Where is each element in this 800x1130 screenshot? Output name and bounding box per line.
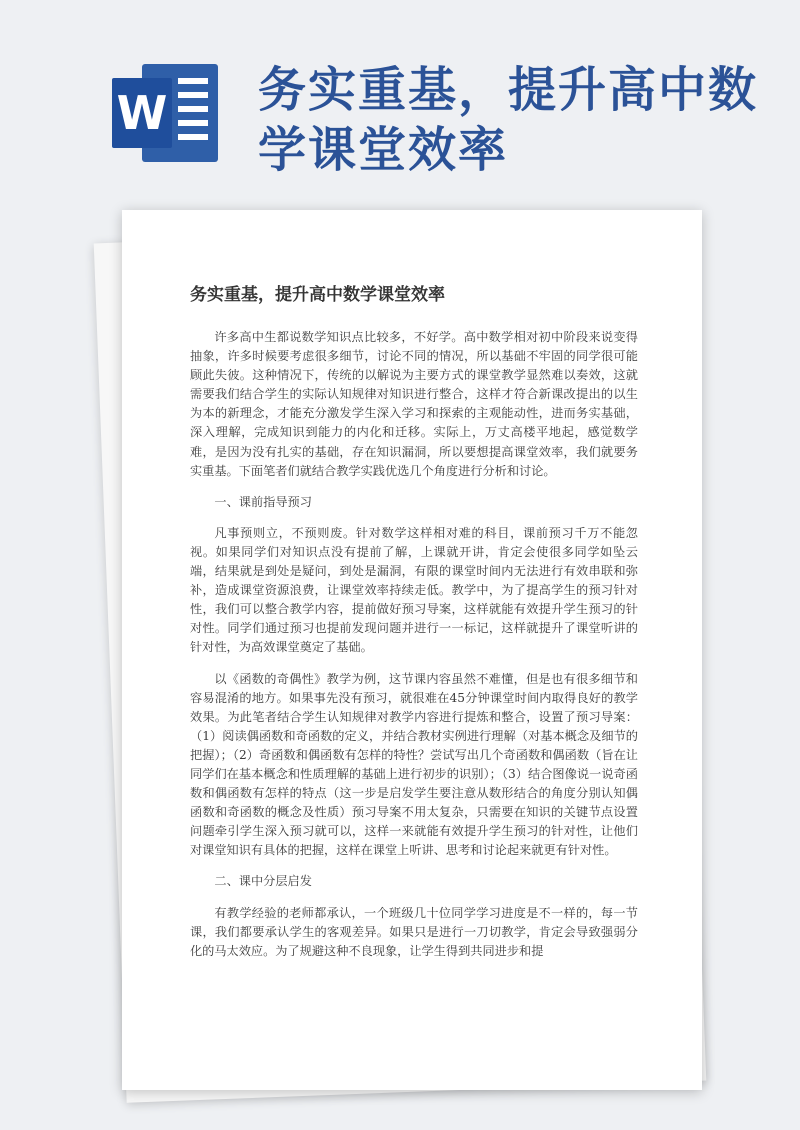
word-icon-badge: W	[112, 78, 172, 148]
section-heading-2: 二、课中分层启发	[214, 874, 312, 889]
intro-paragraph: 许多高中生都说数学知识点比较多，不好学。高中数学相对初中阶段来说变得抽象，许多时候要考虑很多细节，讨论不同的情况，所以基础不牢固的同学很可能顾此失彼。这种情况下，传统的以解说为主要方式的课堂教学显然难以奏效，这就需要我们结合学生的实际认知规律对知识进行整合，这样才符合新课改提出的以生为本的新理念，才能充分激发学生深入学习和探索的主观能动性，进而务实基础，深入理解，完成知识到能力的内化和迁移。实际上，万丈高楼平地起，感觉数学难，是因为没有扎实的基础，存在知识漏洞，所以要想提高课堂效率，我们就要务实重基。下面笔者们就结合教学实践优选几个角度进行分析和讨论。	[190, 330, 638, 478]
section1-paragraph-2: 以《函数的奇偶性》教学为例，这节课内容虽然不难懂，但是也有很多细节和容易混淆的地方。如果事先没有预习，就很难在45分钟课堂时间内取得良好的教学效果。为此笔者结合学生认知规律对教学内容进行提炼和整合，设置了预习导案：（1）阅读偶函数和奇函数的定义，并结合教材实例进行理解（对基本概念及细节的把握）；（2）奇函数和偶函数有怎样的特性？尝试写出几个奇函数和偶函数（旨在让同学们在基本概念和性质理解的基础上进行初步的识别）；（3）结合图像说一说奇函数和偶函数有怎样的特点（这一步是启发学生要注意从数形结合的角度分别认知偶函数和奇函数的概念及性质）预习导案不用太复杂，只需要在知识的关键节点设置问题牵引学生深入预习就可以，这样一来就能有效提升学生预习的针对性，让他们对课堂知识有具体的把握，这样在课堂上听讲、思考和讨论起来就更有针对性。	[190, 671, 638, 858]
document-body	[190, 328, 638, 973]
word-document-icon	[112, 64, 218, 162]
section-heading-1: 一、课前指导预习	[214, 494, 312, 509]
page-title: 务实重基，提升高中数学课堂效率	[258, 62, 759, 178]
document-page	[122, 210, 702, 1090]
page-header	[0, 0, 800, 200]
section2-paragraph-1: 有教学经验的老师都承认，一个班级几十位同学学习进度是不一样的，每一节课，我们都要承认学生的客观差异。如果只是进行一刀切教学，肯定会导致强弱分化的马太效应。为了规避这种不良现象，让学生得到共同进步和提	[190, 905, 638, 958]
document-title: 务实重基，提升高中数学课堂效率	[190, 285, 445, 305]
section1-paragraph-1: 凡事预则立，不预则废。针对数学这样相对难的科目，课前预习千万不能忽视。如果同学们对知识点没有提前了解，上课就开讲，肯定会使很多同学如坠云端，结果就是到处是疑问，到处是漏洞，有限的课堂时间内无法进行有效串联和弥补，造成课堂资源浪费，让课堂效率持续走低。教学中，为了提高学生的预习针对性，我们可以整合教学内容，提前做好预习导案，这样就能有效提升学生预习的针对性。同学们通过预习也提前发现问题并进行一一标记，这样就提升了课堂听讲的针对性，为高效课堂奠定了基础。	[190, 525, 638, 655]
